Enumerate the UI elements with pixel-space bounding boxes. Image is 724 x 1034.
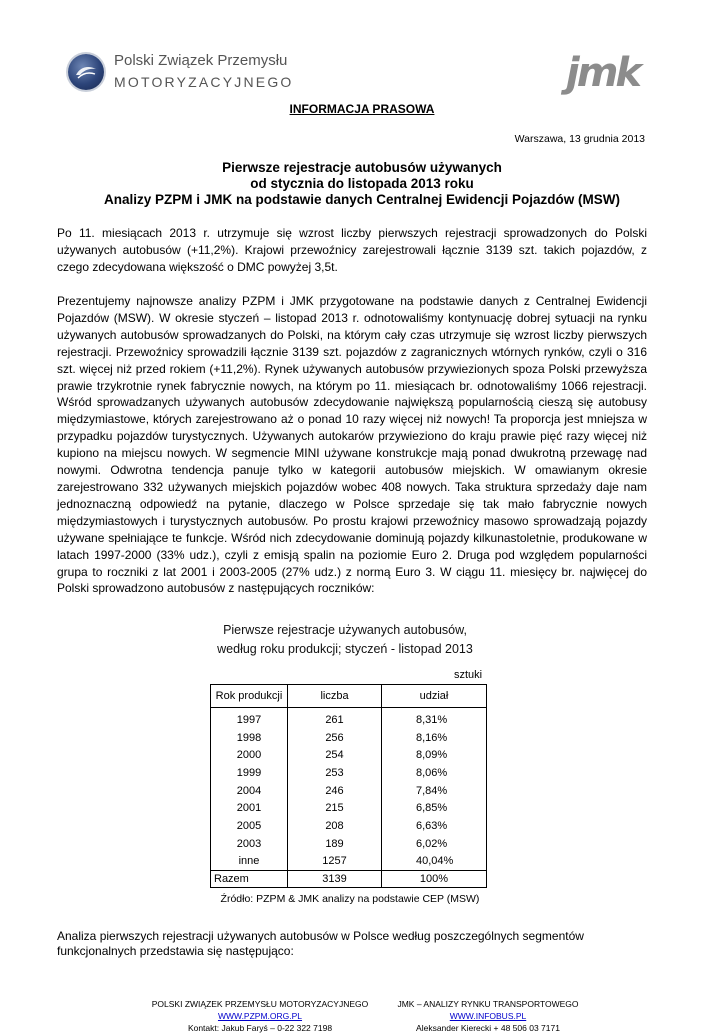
footer-jmk: [378, 998, 598, 1034]
registrations-table: [210, 684, 487, 888]
table-row: [211, 835, 487, 853]
segment-intro-paragraph: Analiza pierwszych rejestracji używanych autobusów w Polsce według poszczególnych segmentów funkcjonalnych przedstawia się następująco:: [57, 929, 584, 958]
cell-year: 1997: [211, 708, 288, 729]
cell-year: 2003: [211, 835, 288, 853]
jmk-logo: [566, 48, 648, 100]
press-release-title: INFORMACJA PRASOWA: [289, 102, 435, 116]
cell-count: 215: [288, 799, 382, 817]
cell-share: 8,06%: [382, 764, 487, 782]
table-title-line1: Pierwsze rejestracje używanych autobusów,: [223, 623, 467, 637]
cell-year: 2005: [211, 817, 288, 835]
cell-year: inne: [211, 853, 288, 871]
analysis-paragraph: Prezentujemy najnowsze analizy PZPM i JMK przygotowane na podstawie danych z Centralnej Ewidencji Pojazdów (MSW). W okresie styczeń – listopad 2013 r. odnotowaliśmy kontynuację dobrej sytuacji na rynku używanych autobusów sprowadzanych do Polski, na którym cały czas utrzymuje się wzrost liczby pierwszych rejestracji. Przewoźnicy sprowadzili łącznie 3139 szt. pojazdów z zagranicznych wtórnych rynków, czyli o 316 szt. więcej niż przed rokiem (+11,2%). Rynek używanych autobusów przywiezionych spoza Polski przewyższa prawie trzykrotnie rynek fabrycznie nowych, na którym po 11. miesiącach br. odnotowaliśmy 1066 rejestracji. Wśród sprowadzanych używanych autobusów zdecydowanie największą popularnością cieszą się autobusy międzymiastowe, których zarejestrowano aż o ponad 10 razy więcej niż nowych! Ta proporcja jest mniejsza w przypadku pojazdów turystycznych. Używanych autokarów przywieziono do kraju prawie pięć razy więcej niż kupiono na miejscu nowych. W segmencie MINI używane konstrukcje mają ponad dwukrotną przewagę nad nowymi. Odwrotna tendencja panuje tylko w kategorii autobusów miejskich. W omawianym okresie zarejestrowano 332 używanych miejskich pojazdów wobec 408 nowych. Taka struktura sprzedaży daje nam jednoznaczną odpowiedź na pytanie, dlaczego w Polsce sprzedaje się tak mało fabrycznie nowych międzymiastowych i turystycznych autobusów. Po prostu krajowi przewoźnicy masowo sprowadzają pojazdy używane spełniające te funkcje. Wśród nich zdecydowanie dominują pojazdy kilkunastoletnie, produkowane w latach 1997-2000 (33% udz.), czyli z emisją spalin na poziomie Euro 2. Druga pod względem popularności grupa to roczniki z lat 2001 i 2003-2005 (27% udz.) z normą Euro 3. W ciągu 11. miesięcy br. najwięcej do Polski sprowadzono autobusów z następujących roczników:: [57, 294, 647, 596]
cell-year: 2004: [211, 782, 288, 800]
cell-share: 6,85%: [382, 799, 487, 817]
table-header-row: [211, 685, 487, 708]
cell-count: 189: [288, 835, 382, 853]
table-body: [211, 708, 487, 888]
cell-count: 208: [288, 817, 382, 835]
cell-count: 246: [288, 782, 382, 800]
header-year: Rok produkcji: [211, 685, 288, 708]
headline-line3: Analizy PZPM i JMK na podstawie danych Centralnej Ewidencji Pojazdów (MSW): [103, 192, 621, 207]
cell-share: 8,31%: [382, 708, 487, 729]
total-label: Razem: [211, 871, 288, 888]
date-line: Warszawa, 13 grudnia 2013: [514, 133, 645, 145]
table-title-line2: według roku produkcji; styczeń - listopad 2013: [217, 642, 473, 656]
jmk-logo-text: jmk: [566, 50, 639, 96]
footer-pzpm: [120, 998, 400, 1034]
headline: [0, 160, 724, 208]
cell-count: 254: [288, 746, 382, 764]
cell-count: 253: [288, 764, 382, 782]
total-count: 3139: [288, 871, 382, 888]
headline-line1: Pierwsze rejestracje autobusów używanych: [222, 160, 502, 175]
cell-share: 40,04%: [382, 853, 487, 871]
cell-count: 261: [288, 708, 382, 729]
footer-pzpm-link[interactable]: WWW.PZPM.ORG.PL: [217, 1011, 303, 1021]
table-title: [0, 621, 690, 659]
pzpm-logo-name-line1: Polski Związek Przemysłu: [114, 52, 288, 69]
cell-year: 2000: [211, 746, 288, 764]
header-share: udział: [382, 685, 487, 708]
table-row: [211, 817, 487, 835]
header-count: liczba: [288, 685, 382, 708]
cell-share: 6,63%: [382, 817, 487, 835]
table-row: [211, 799, 487, 817]
cell-count: 1257: [288, 853, 382, 871]
footer-pzpm-contact: Kontakt: Jakub Faryś – 0-22 322 7198: [187, 1023, 333, 1033]
footer-jmk-link[interactable]: WWW.INFOBUS.PL: [449, 1011, 527, 1021]
table-row: [211, 746, 487, 764]
table-total-row: [211, 871, 487, 888]
cell-share: 6,02%: [382, 835, 487, 853]
pzpm-emblem-icon: [68, 54, 104, 90]
table-row: [211, 782, 487, 800]
cell-year: 2001: [211, 799, 288, 817]
table-source-note: Źródło: PZPM & JMK analizy na podstawie CEP (MSW): [220, 893, 480, 905]
cell-year: 1999: [211, 764, 288, 782]
cell-year: 1998: [211, 729, 288, 747]
headline-line2: od stycznia do listopada 2013 roku: [250, 176, 474, 191]
footer-jmk-contact: Aleksander Kierecki + 48 506 03 7171: [416, 1023, 560, 1033]
pzpm-logo-name-line2: MOTORYZACYJNEGO: [114, 74, 294, 90]
cell-share: 8,16%: [382, 729, 487, 747]
table-row: [211, 764, 487, 782]
cell-share: 8,09%: [382, 746, 487, 764]
pzpm-logo: [62, 44, 294, 106]
intro-paragraph: Po 11. miesiącach 2013 r. utrzymuje się wzrost liczby pierwszych rejestracji sprowadzonych do Polski używanych autobusów (+11,2%). Krajowi przewoźnicy zarejestrowali łącznie 3139 szt. takich pojazdów, z czego zdecydowana większość o DMC powyżej 3,5t.: [57, 226, 647, 274]
table-row: [211, 729, 487, 747]
cell-count: 256: [288, 729, 382, 747]
table-row: [211, 708, 487, 729]
total-share: 100%: [382, 871, 487, 888]
footer-pzpm-org: POLSKI ZWIĄZEK PRZEMYSŁU MOTORYZACYJNEGO: [151, 999, 369, 1009]
footer-jmk-org: JMK – ANALIZY RYNKU TRANSPORTOWEGO: [397, 999, 579, 1009]
table-unit-label: sztuki: [454, 669, 483, 681]
table-row: [211, 853, 487, 871]
cell-share: 7,84%: [382, 782, 487, 800]
